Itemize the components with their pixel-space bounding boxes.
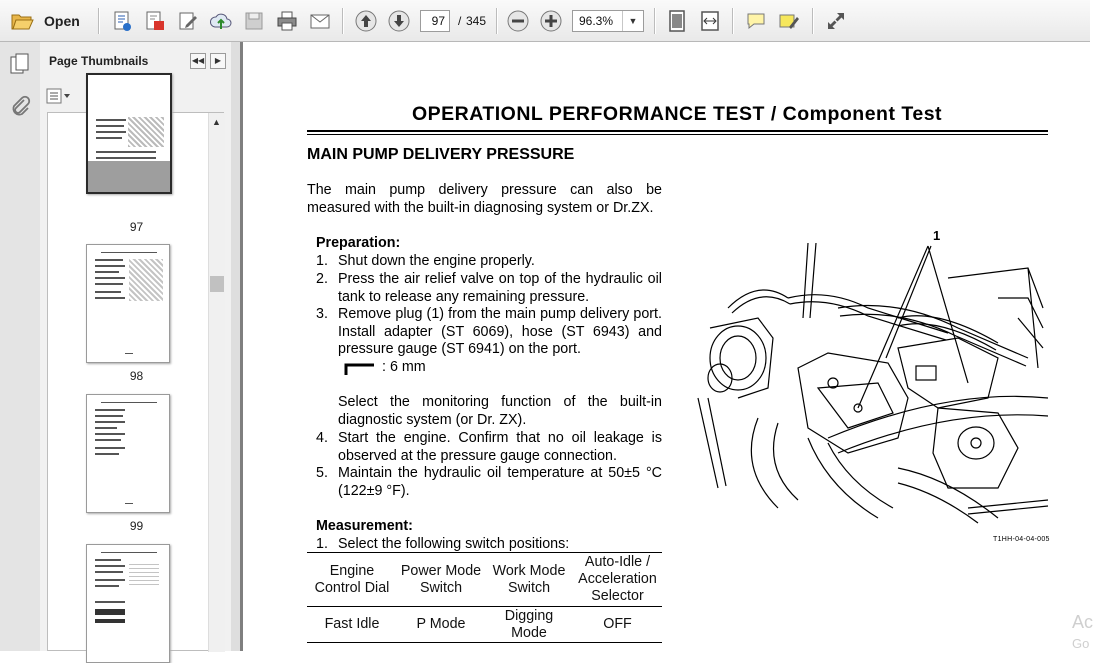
figure-label: 1 — [933, 228, 941, 243]
preparation-heading: Preparation: — [316, 235, 401, 251]
table-header-cell: Auto-Idle / Acceleration Selector — [573, 553, 662, 607]
header-rule-thin — [307, 134, 1048, 135]
thumbnail-page-98[interactable] — [86, 244, 170, 363]
close-panel-icon[interactable]: ▶ — [210, 53, 226, 69]
thumbnails-panel — [40, 42, 232, 651]
convert-pdf-icon[interactable] — [110, 9, 134, 33]
figure-caption: T1HH-04-04-005 — [993, 536, 1050, 543]
table-cell: OFF — [573, 607, 662, 643]
zoom-select[interactable] — [572, 10, 644, 32]
navigation-rail — [0, 42, 41, 651]
create-pdf-icon[interactable] — [143, 9, 167, 33]
fit-width-icon[interactable] — [698, 9, 722, 33]
activation-watermark: Ac — [1072, 612, 1093, 632]
step-1: 1. Shut down the engine properly. — [316, 253, 535, 269]
table-cell: Digging Mode — [485, 607, 573, 643]
measurement-step-1: 1. Select the following switch positions: — [316, 536, 570, 552]
wrench-size: : 6 mm — [382, 359, 426, 375]
header-rule — [307, 130, 1048, 132]
print-icon[interactable] — [275, 9, 299, 33]
attachment-icon[interactable] — [8, 94, 32, 118]
expand-icon[interactable] — [824, 9, 848, 33]
pump-illustration — [698, 238, 1050, 530]
monitor-note: Select the monitoring function of the built-in diagnostic system (or Dr. ZX). — [338, 394, 662, 428]
next-page-icon[interactable] — [387, 9, 411, 33]
measurement-heading: Measurement: — [316, 518, 413, 534]
table-cell: P Mode — [397, 607, 485, 643]
save-icon[interactable] — [242, 9, 266, 33]
upload-icon[interactable] — [209, 9, 233, 33]
chevron-down-icon[interactable]: ▼ — [622, 11, 643, 31]
thumbnail-label-98: 98 — [129, 369, 144, 383]
switch-position-table — [307, 552, 662, 643]
page-number-input[interactable]: 97 — [420, 10, 450, 32]
table-header-cell: Power Mode Switch — [397, 553, 485, 607]
zoom-out-icon[interactable] — [506, 9, 530, 33]
page-total: 345 — [466, 14, 487, 28]
section-title: MAIN PUMP DELIVERY PRESSURE — [307, 146, 575, 163]
email-icon[interactable] — [308, 9, 332, 33]
collapse-panel-icon[interactable]: ◀◀ — [190, 53, 206, 69]
fit-page-icon[interactable] — [665, 9, 689, 33]
thumbnail-label-99: 99 — [129, 519, 144, 533]
step-2: 2. Press the air relief valve on top of the hydraulic oil tank to release any remaining pressure. — [316, 271, 662, 305]
edit-icon[interactable] — [176, 9, 200, 33]
panel-title: Page Thumbnails — [49, 54, 149, 68]
activation-watermark-line2: Go — [1072, 636, 1090, 651]
step-3: 3. Remove plug (1) from the main pump delivery port. Install adapter (ST 6069), hose (ST 6943) and pressure gauge (ST 6941) on the port. — [316, 306, 662, 357]
previous-page-icon[interactable] — [354, 9, 378, 33]
page-separator: / — [458, 14, 462, 28]
step-4: 4. Start the engine. Confirm that no oil leakage is observed at the pressure gauge connection. — [316, 430, 662, 464]
toolbar — [0, 0, 1090, 42]
intro-paragraph: The main pump delivery pressure can also be measured with the built-in diagnosing system or Dr.ZX. — [307, 182, 662, 216]
thumbnail-label-97: 97 — [129, 220, 144, 234]
zoom-value: 96.3% — [579, 14, 614, 28]
step-5: 5. Maintain the hydraulic oil temperature at 50±5 °C (122±9 °F). — [316, 465, 662, 499]
table-header-row — [307, 553, 662, 607]
thumbnail-scrollbar[interactable] — [208, 113, 225, 652]
comment-icon[interactable] — [744, 9, 768, 33]
folder-open-icon[interactable] — [10, 9, 34, 33]
highlight-icon[interactable] — [777, 9, 801, 33]
zoom-in-icon[interactable] — [539, 9, 563, 33]
pages-icon[interactable] — [8, 52, 32, 76]
thumbnail-page-100[interactable] — [86, 544, 170, 663]
page-header: OPERATIONL PERFORMANCE TEST / Component Test — [411, 103, 943, 125]
table-row — [307, 607, 662, 643]
table-header-cell: Work Mode Switch — [485, 553, 573, 607]
scroll-up-icon[interactable]: ▲ — [212, 117, 221, 127]
table-header-cell: Engine Control Dial — [307, 553, 397, 607]
thumbnail-page-99[interactable] — [86, 394, 170, 513]
table-cell: Fast Idle — [307, 607, 397, 643]
scrollbar-thumb[interactable] — [210, 276, 224, 292]
open-button[interactable]: Open — [44, 13, 80, 29]
hex-wrench-icon — [344, 362, 376, 376]
thumbnail-page-97[interactable] — [86, 73, 172, 194]
options-menu-icon[interactable] — [46, 88, 72, 104]
thumbnail-list[interactable] — [47, 112, 224, 651]
